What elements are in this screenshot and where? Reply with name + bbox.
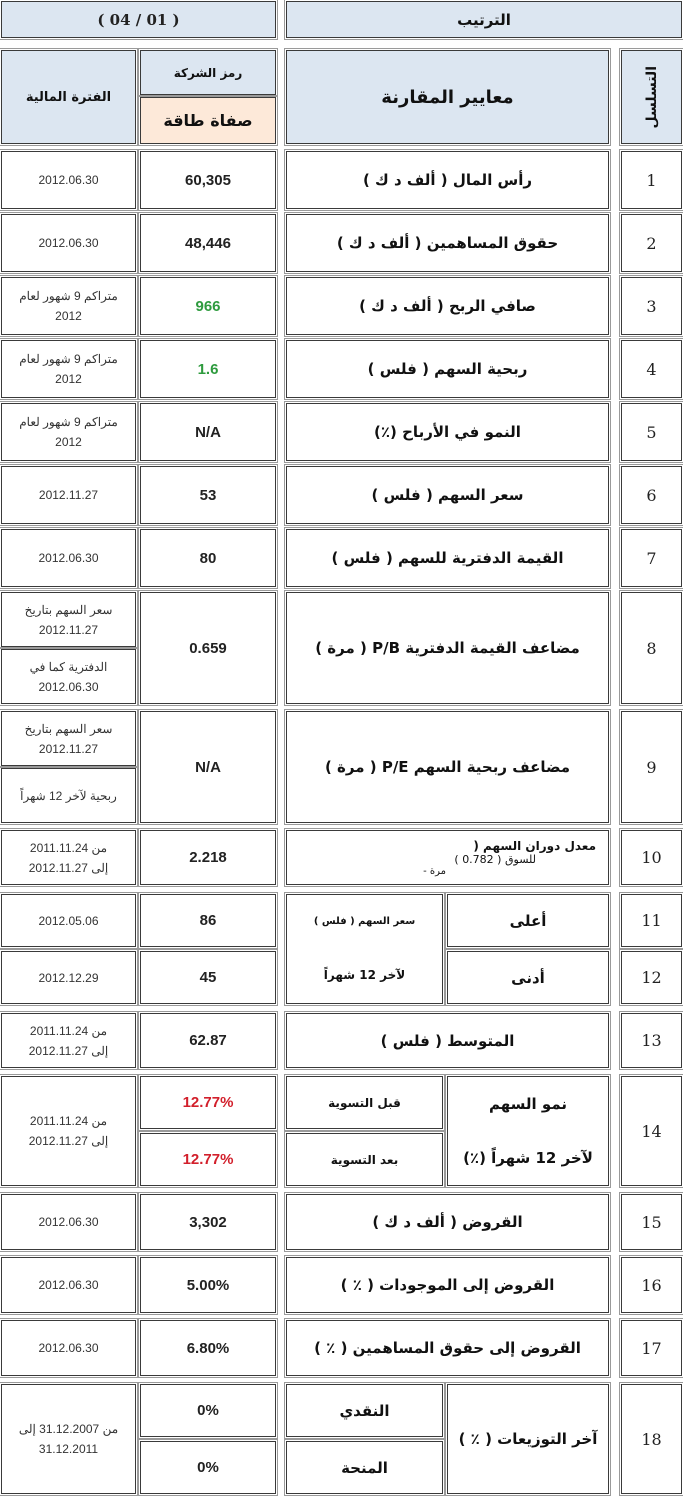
row-7-number: 7 bbox=[621, 529, 682, 587]
row-10-number: 10 bbox=[621, 830, 682, 885]
row-6-value: 53 bbox=[140, 466, 276, 524]
row-8-value: 0.659 bbox=[140, 592, 276, 704]
row-12-number: 12 bbox=[621, 951, 682, 1004]
row-14-period: من 2011.11.24 إلى 2012.11.27 bbox=[1, 1076, 136, 1186]
row-6-criterion: سعر السهم ( فلس ) bbox=[286, 466, 609, 524]
row-4-period: متراكم 9 شهور لعام 2012 bbox=[1, 340, 136, 398]
row-14-sub-before: قبل التسوية bbox=[286, 1076, 443, 1129]
row-16-number: 16 bbox=[621, 1257, 682, 1313]
row-12-value: 45 bbox=[140, 951, 276, 1004]
row-1-criterion: رأس المال ( ألف د ك ) bbox=[286, 151, 609, 209]
company-code-header bbox=[140, 50, 276, 95]
row-11-value: 86 bbox=[140, 894, 276, 947]
row-6-number: 6 bbox=[621, 466, 682, 524]
row-16-period: 2012.06.30 bbox=[1, 1257, 136, 1313]
row-2-period: 2012.06.30 bbox=[1, 214, 136, 272]
date-header bbox=[1, 1, 276, 38]
row-2-value: 48,446 bbox=[140, 214, 276, 272]
row-7-criterion: القيمة الدفترية للسهم ( فلس ) bbox=[286, 529, 609, 587]
row-10-criterion: معدل دوران السهم ( للسوق ( 0.782 ) مرة - bbox=[286, 830, 609, 885]
row-14-value-after: 12.77% bbox=[140, 1133, 276, 1186]
row-7-value: 80 bbox=[140, 529, 276, 587]
price-12m-group: سعر السهم ( فلس ) لآخر 12 شهراً bbox=[286, 894, 443, 1004]
row-15-number: 15 bbox=[621, 1194, 682, 1250]
date-label: ( 04 / 01 ) bbox=[97, 10, 180, 29]
row-18-number: 18 bbox=[621, 1384, 682, 1494]
ranking-header bbox=[286, 1, 682, 38]
row-18-sub-cash: النقدي bbox=[286, 1384, 443, 1437]
row-4-value: 1.6 bbox=[140, 340, 276, 398]
row-16-criterion: القروض إلى الموجودات ( ٪ ) bbox=[286, 1257, 609, 1313]
row-7-period: 2012.06.30 bbox=[1, 529, 136, 587]
row-3-number: 3 bbox=[621, 277, 682, 335]
row-12-criterion: أدنى bbox=[447, 951, 609, 1004]
row-8-criterion: مضاعف القيمة الدفترية P/B ( مرة ) bbox=[286, 592, 609, 704]
row-18-value-cash: 0% bbox=[140, 1384, 276, 1437]
row-16-value: 5.00% bbox=[140, 1257, 276, 1313]
row-13-value: 62.87 bbox=[140, 1013, 276, 1068]
row-5-criterion: النمو في الأرباح (٪) bbox=[286, 403, 609, 461]
row-9-period-bottom: ربحية لآخر 12 شهراً bbox=[1, 768, 136, 823]
row-9-value: N/A bbox=[140, 711, 276, 823]
row-17-number: 17 bbox=[621, 1320, 682, 1376]
row-15-period: 2012.06.30 bbox=[1, 1194, 136, 1250]
row-3-period: متراكم 9 شهور لعام 2012 bbox=[1, 277, 136, 335]
row-5-value: N/A bbox=[140, 403, 276, 461]
row-10-value: 2.218 bbox=[140, 830, 276, 885]
row-11-number: 11 bbox=[621, 894, 682, 947]
row-2-criterion: حقوق المساهمين ( ألف د ك ) bbox=[286, 214, 609, 272]
row-14-number: 14 bbox=[621, 1076, 682, 1186]
company-code-label: رمز الشركة bbox=[173, 65, 243, 80]
row-14-value-before: 12.77% bbox=[140, 1076, 276, 1129]
row-14-sub-after: بعد التسوية bbox=[286, 1133, 443, 1186]
row-1-number: 1 bbox=[621, 151, 682, 209]
row-18-value-bonus: 0% bbox=[140, 1441, 276, 1494]
row-3-criterion: صافي الربح ( ألف د ك ) bbox=[286, 277, 609, 335]
row-9-number: 9 bbox=[621, 711, 682, 823]
row-17-value: 6.80% bbox=[140, 1320, 276, 1376]
company-name-label: صفاة طاقة bbox=[163, 111, 253, 130]
row-15-value: 3,302 bbox=[140, 1194, 276, 1250]
row-8-number: 8 bbox=[621, 592, 682, 704]
row-17-period: 2012.06.30 bbox=[1, 1320, 136, 1376]
serial-header bbox=[621, 50, 682, 144]
row-3-value: 966 bbox=[140, 277, 276, 335]
fiscal-period-label: الفترة المالية bbox=[25, 89, 112, 105]
row-2-number: 2 bbox=[621, 214, 682, 272]
row-18-criterion: آخر التوزيعات ( ٪ ) bbox=[447, 1384, 609, 1494]
row-5-number: 5 bbox=[621, 403, 682, 461]
row-14-criterion: نمو السهم لآخر 12 شهراً (٪) bbox=[447, 1076, 609, 1186]
row-8-period-top: سعر السهم بتاريخ 2012.11.27 bbox=[1, 592, 136, 647]
row-13-number: 13 bbox=[621, 1013, 682, 1068]
criteria-label: معايير المقارنة bbox=[381, 86, 514, 108]
row-5-period: متراكم 9 شهور لعام 2012 bbox=[1, 403, 136, 461]
row-11-criterion: أعلى bbox=[447, 894, 609, 947]
row-1-period: 2012.06.30 bbox=[1, 151, 136, 209]
row-9-criterion: مضاعف ربحية السهم P/E ( مرة ) bbox=[286, 711, 609, 823]
criteria-header bbox=[286, 50, 609, 144]
row-6-period: 2012.11.27 bbox=[1, 466, 136, 524]
fiscal-period-header bbox=[1, 50, 136, 144]
row-4-number: 4 bbox=[621, 340, 682, 398]
row-10-period: من 2011.11.24 إلى 2012.11.27 bbox=[1, 830, 136, 885]
row-9-period-top: سعر السهم بتاريخ 2012.11.27 bbox=[1, 711, 136, 766]
row-8-period-bottom: الدفترية كما في 2012.06.30 bbox=[1, 649, 136, 704]
serial-label: التسلسل bbox=[643, 65, 660, 129]
row-18-period: من 31.12.2007 إلى 31.12.2011 bbox=[1, 1384, 136, 1494]
row-17-criterion: القروض إلى حقوق المساهمين ( ٪ ) bbox=[286, 1320, 609, 1376]
row-18-sub-bonus: المنحة bbox=[286, 1441, 443, 1494]
row-15-criterion: القروض ( ألف د ك ) bbox=[286, 1194, 609, 1250]
row-4-criterion: ربحية السهم ( فلس ) bbox=[286, 340, 609, 398]
row-11-period: 2012.05.06 bbox=[1, 894, 136, 947]
row-13-period: من 2011.11.24 إلى 2012.11.27 bbox=[1, 1013, 136, 1068]
company-name-header bbox=[140, 97, 276, 144]
row-12-period: 2012.12.29 bbox=[1, 951, 136, 1004]
ranking-label: الترتيب bbox=[457, 10, 511, 29]
row-13-criterion: المتوسط ( فلس ) bbox=[286, 1013, 609, 1068]
row-1-value: 60,305 bbox=[140, 151, 276, 209]
